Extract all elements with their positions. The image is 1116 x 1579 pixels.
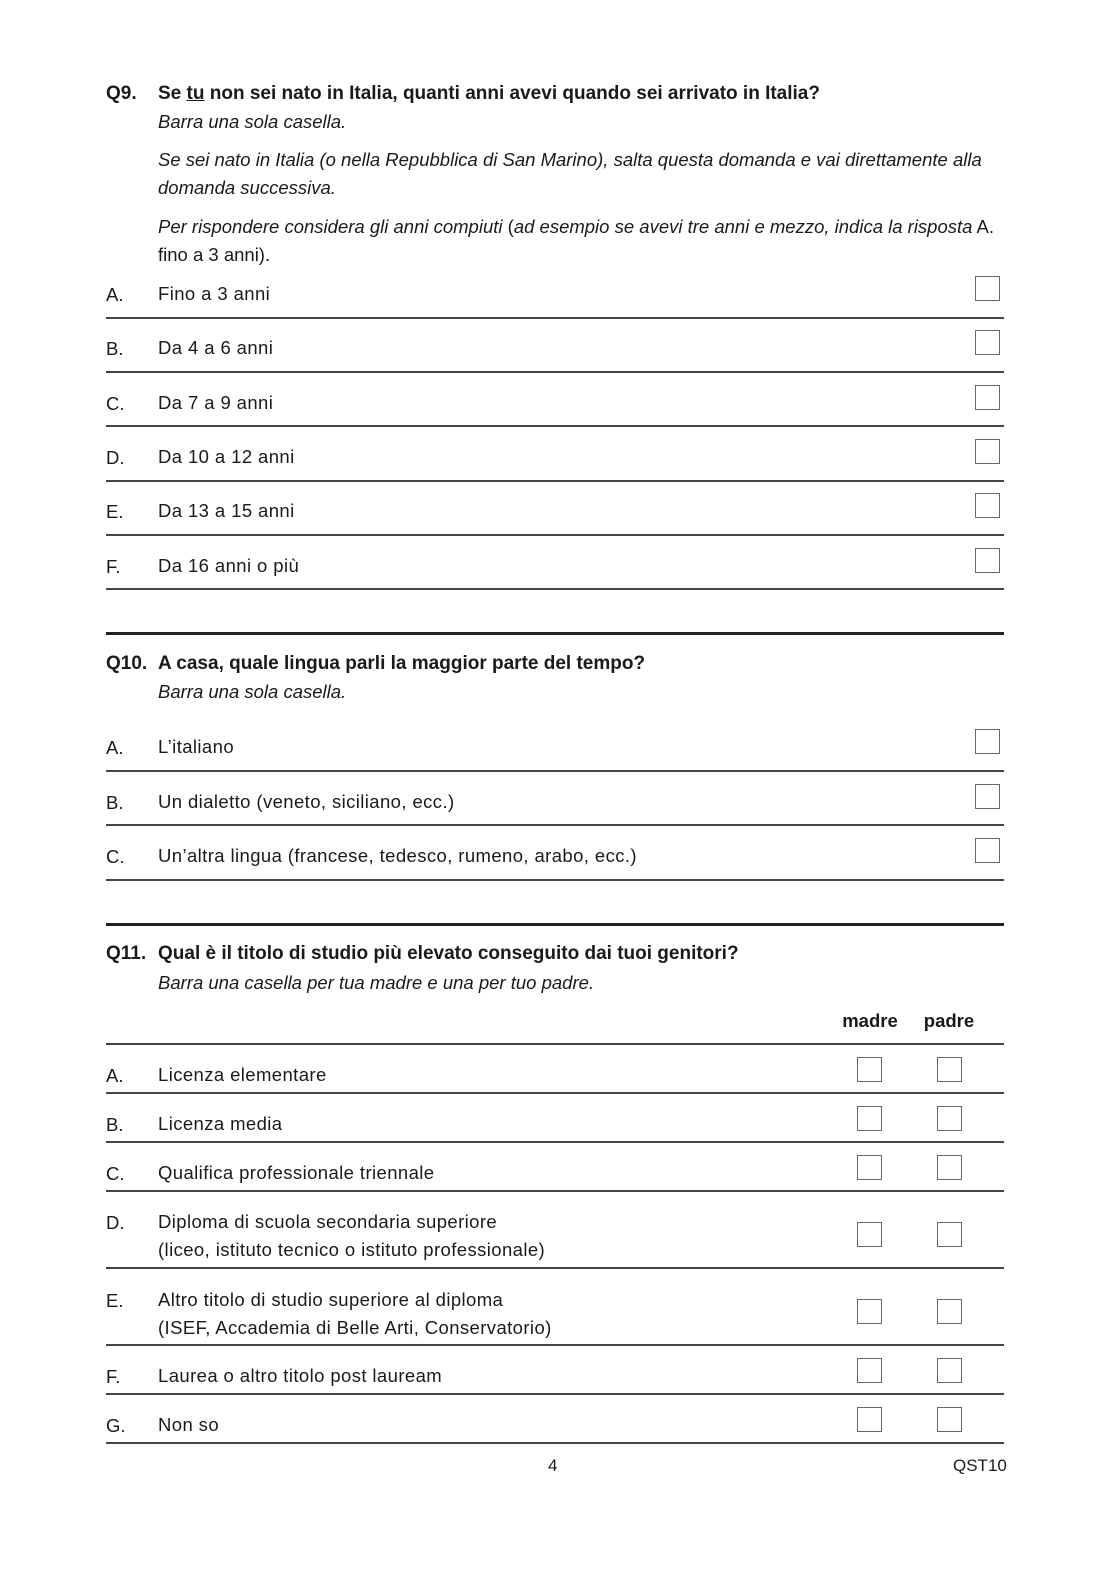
q9-title: Se tu non sei nato in Italia, quanti anni avevi quando sei arrivato in Italia? — [158, 83, 820, 104]
q11-checkbox-madre-a[interactable] — [857, 1057, 882, 1082]
q10-checkbox-a[interactable] — [975, 729, 1000, 754]
q11-checkbox-padre-e[interactable] — [937, 1299, 962, 1324]
document-code: QST10 — [953, 1456, 1007, 1475]
q11-option-letter: A. — [106, 1065, 124, 1086]
q9-checkbox-f[interactable] — [975, 548, 1000, 573]
q9-option-letter: A. — [106, 284, 124, 305]
q10-option-label: L’italiano — [158, 736, 235, 757]
q9-checkbox-b[interactable] — [975, 330, 1000, 355]
q9-checkbox-d[interactable] — [975, 439, 1000, 464]
divider — [106, 1141, 1004, 1143]
q10-option-letter: B. — [106, 792, 124, 813]
q9-checkbox-c[interactable] — [975, 385, 1000, 410]
q10-instruction: Barra una sola casella. — [158, 681, 347, 702]
divider — [106, 879, 1004, 881]
section-separator — [106, 632, 1004, 635]
divider — [106, 1393, 1004, 1395]
q11-checkbox-padre-a[interactable] — [937, 1057, 962, 1082]
q10-title: A casa, quale lingua parli la maggior parte del tempo? — [158, 653, 646, 674]
q9-option-label: Fino a 3 anni — [158, 283, 271, 304]
divider — [106, 588, 1004, 590]
divider — [106, 1190, 1004, 1192]
q11-option-label: Qualifica professionale triennale — [158, 1162, 435, 1183]
q10-option-letter: C. — [106, 846, 125, 867]
q11-option-label: Altro titolo di studio superiore al diploma — [158, 1289, 504, 1310]
q11-checkbox-madre-c[interactable] — [857, 1155, 882, 1180]
q11-checkbox-padre-b[interactable] — [937, 1106, 962, 1131]
q9-option-letter: D. — [106, 447, 125, 468]
divider — [106, 824, 1004, 826]
q11-option-label: Laurea o altro titolo post lauream — [158, 1365, 443, 1386]
divider — [106, 480, 1004, 482]
q9-option-label: Da 16 anni o più — [158, 555, 300, 576]
divider — [106, 371, 1004, 373]
divider — [106, 534, 1004, 536]
q9-option-letter: E. — [106, 501, 124, 522]
q11-option-letter: C. — [106, 1163, 125, 1184]
divider — [106, 425, 1004, 427]
q10-checkbox-c[interactable] — [975, 838, 1000, 863]
q11-checkbox-madre-f[interactable] — [857, 1358, 882, 1383]
divider — [106, 1344, 1004, 1346]
divider — [106, 1092, 1004, 1094]
q9-option-label: Da 13 a 15 anni — [158, 500, 295, 521]
divider — [106, 770, 1004, 772]
q9-number: Q9. — [106, 83, 137, 104]
q11-option-letter: D. — [106, 1212, 125, 1233]
q10-option-label: Un dialetto (veneto, siciliano, ecc.) — [158, 791, 455, 812]
q11-option-label: Diploma di scuola secondaria superiore — [158, 1211, 498, 1232]
q11-checkbox-padre-f[interactable] — [937, 1358, 962, 1383]
q11-option-letter: B. — [106, 1114, 124, 1135]
divider — [106, 1442, 1004, 1444]
q9-note-skip: Se sei nato in Italia (o nella Repubblica di San Marino), salta questa domanda e vai direttamente alla domanda successiva. — [158, 149, 982, 198]
q11-option-label: Licenza media — [158, 1113, 283, 1134]
section-separator — [106, 923, 1004, 926]
q9-option-label: Da 7 a 9 anni — [158, 392, 274, 413]
q11-option-sublabel: (liceo, istituto tecnico o istituto professionale) — [158, 1239, 546, 1260]
q11-option-label: Licenza elementare — [158, 1064, 327, 1085]
q11-checkbox-padre-c[interactable] — [937, 1155, 962, 1180]
column-header-madre: madre — [842, 1010, 898, 1031]
q9-note-age: Per rispondere considera gli anni compiuti (ad esempio se avevi tre anni e mezzo, indica la risposta A. fino a 3 anni). — [158, 216, 995, 265]
q9-checkbox-a[interactable] — [975, 276, 1000, 301]
q10-option-letter: A. — [106, 737, 124, 758]
q9-instruction: Barra una sola casella. — [158, 111, 347, 132]
q10-number: Q10. — [106, 653, 148, 674]
q11-option-letter: F. — [106, 1366, 121, 1387]
q9-title-emphasis: tu — [186, 83, 205, 104]
q11-option-label: Non so — [158, 1414, 220, 1435]
q11-option-sublabel: (ISEF, Accademia di Belle Arti, Conservatorio) — [158, 1317, 552, 1338]
q10-option-label: Un’altra lingua (francese, tedesco, rumeno, arabo, ecc.) — [158, 845, 637, 866]
page-number: 4 — [548, 1456, 558, 1475]
q11-checkbox-madre-d[interactable] — [857, 1222, 882, 1247]
q11-checkbox-madre-e[interactable] — [857, 1299, 882, 1324]
column-header-padre: padre — [923, 1010, 975, 1031]
q11-option-letter: E. — [106, 1290, 124, 1311]
q9-option-letter: B. — [106, 338, 124, 359]
q11-checkbox-padre-g[interactable] — [937, 1407, 962, 1432]
q11-number: Q11. — [106, 943, 147, 964]
divider — [106, 1267, 1004, 1269]
q11-checkbox-madre-g[interactable] — [857, 1407, 882, 1432]
q11-title: Qual è il titolo di studio più elevato conseguito dai tuoi genitori? — [158, 943, 739, 964]
q9-checkbox-e[interactable] — [975, 493, 1000, 518]
q11-instruction: Barra una casella per tua madre e una per tuo padre. — [158, 972, 595, 993]
q11-checkbox-padre-d[interactable] — [937, 1222, 962, 1247]
q11-checkbox-madre-b[interactable] — [857, 1106, 882, 1131]
q9-option-letter: C. — [106, 393, 125, 414]
q9-option-letter: F. — [106, 556, 121, 577]
q9-option-label: Da 4 a 6 anni — [158, 337, 274, 358]
q11-option-letter: G. — [106, 1415, 126, 1436]
q9-option-label: Da 10 a 12 anni — [158, 446, 295, 467]
q10-checkbox-b[interactable] — [975, 784, 1000, 809]
divider — [106, 1043, 1004, 1045]
divider — [106, 317, 1004, 319]
